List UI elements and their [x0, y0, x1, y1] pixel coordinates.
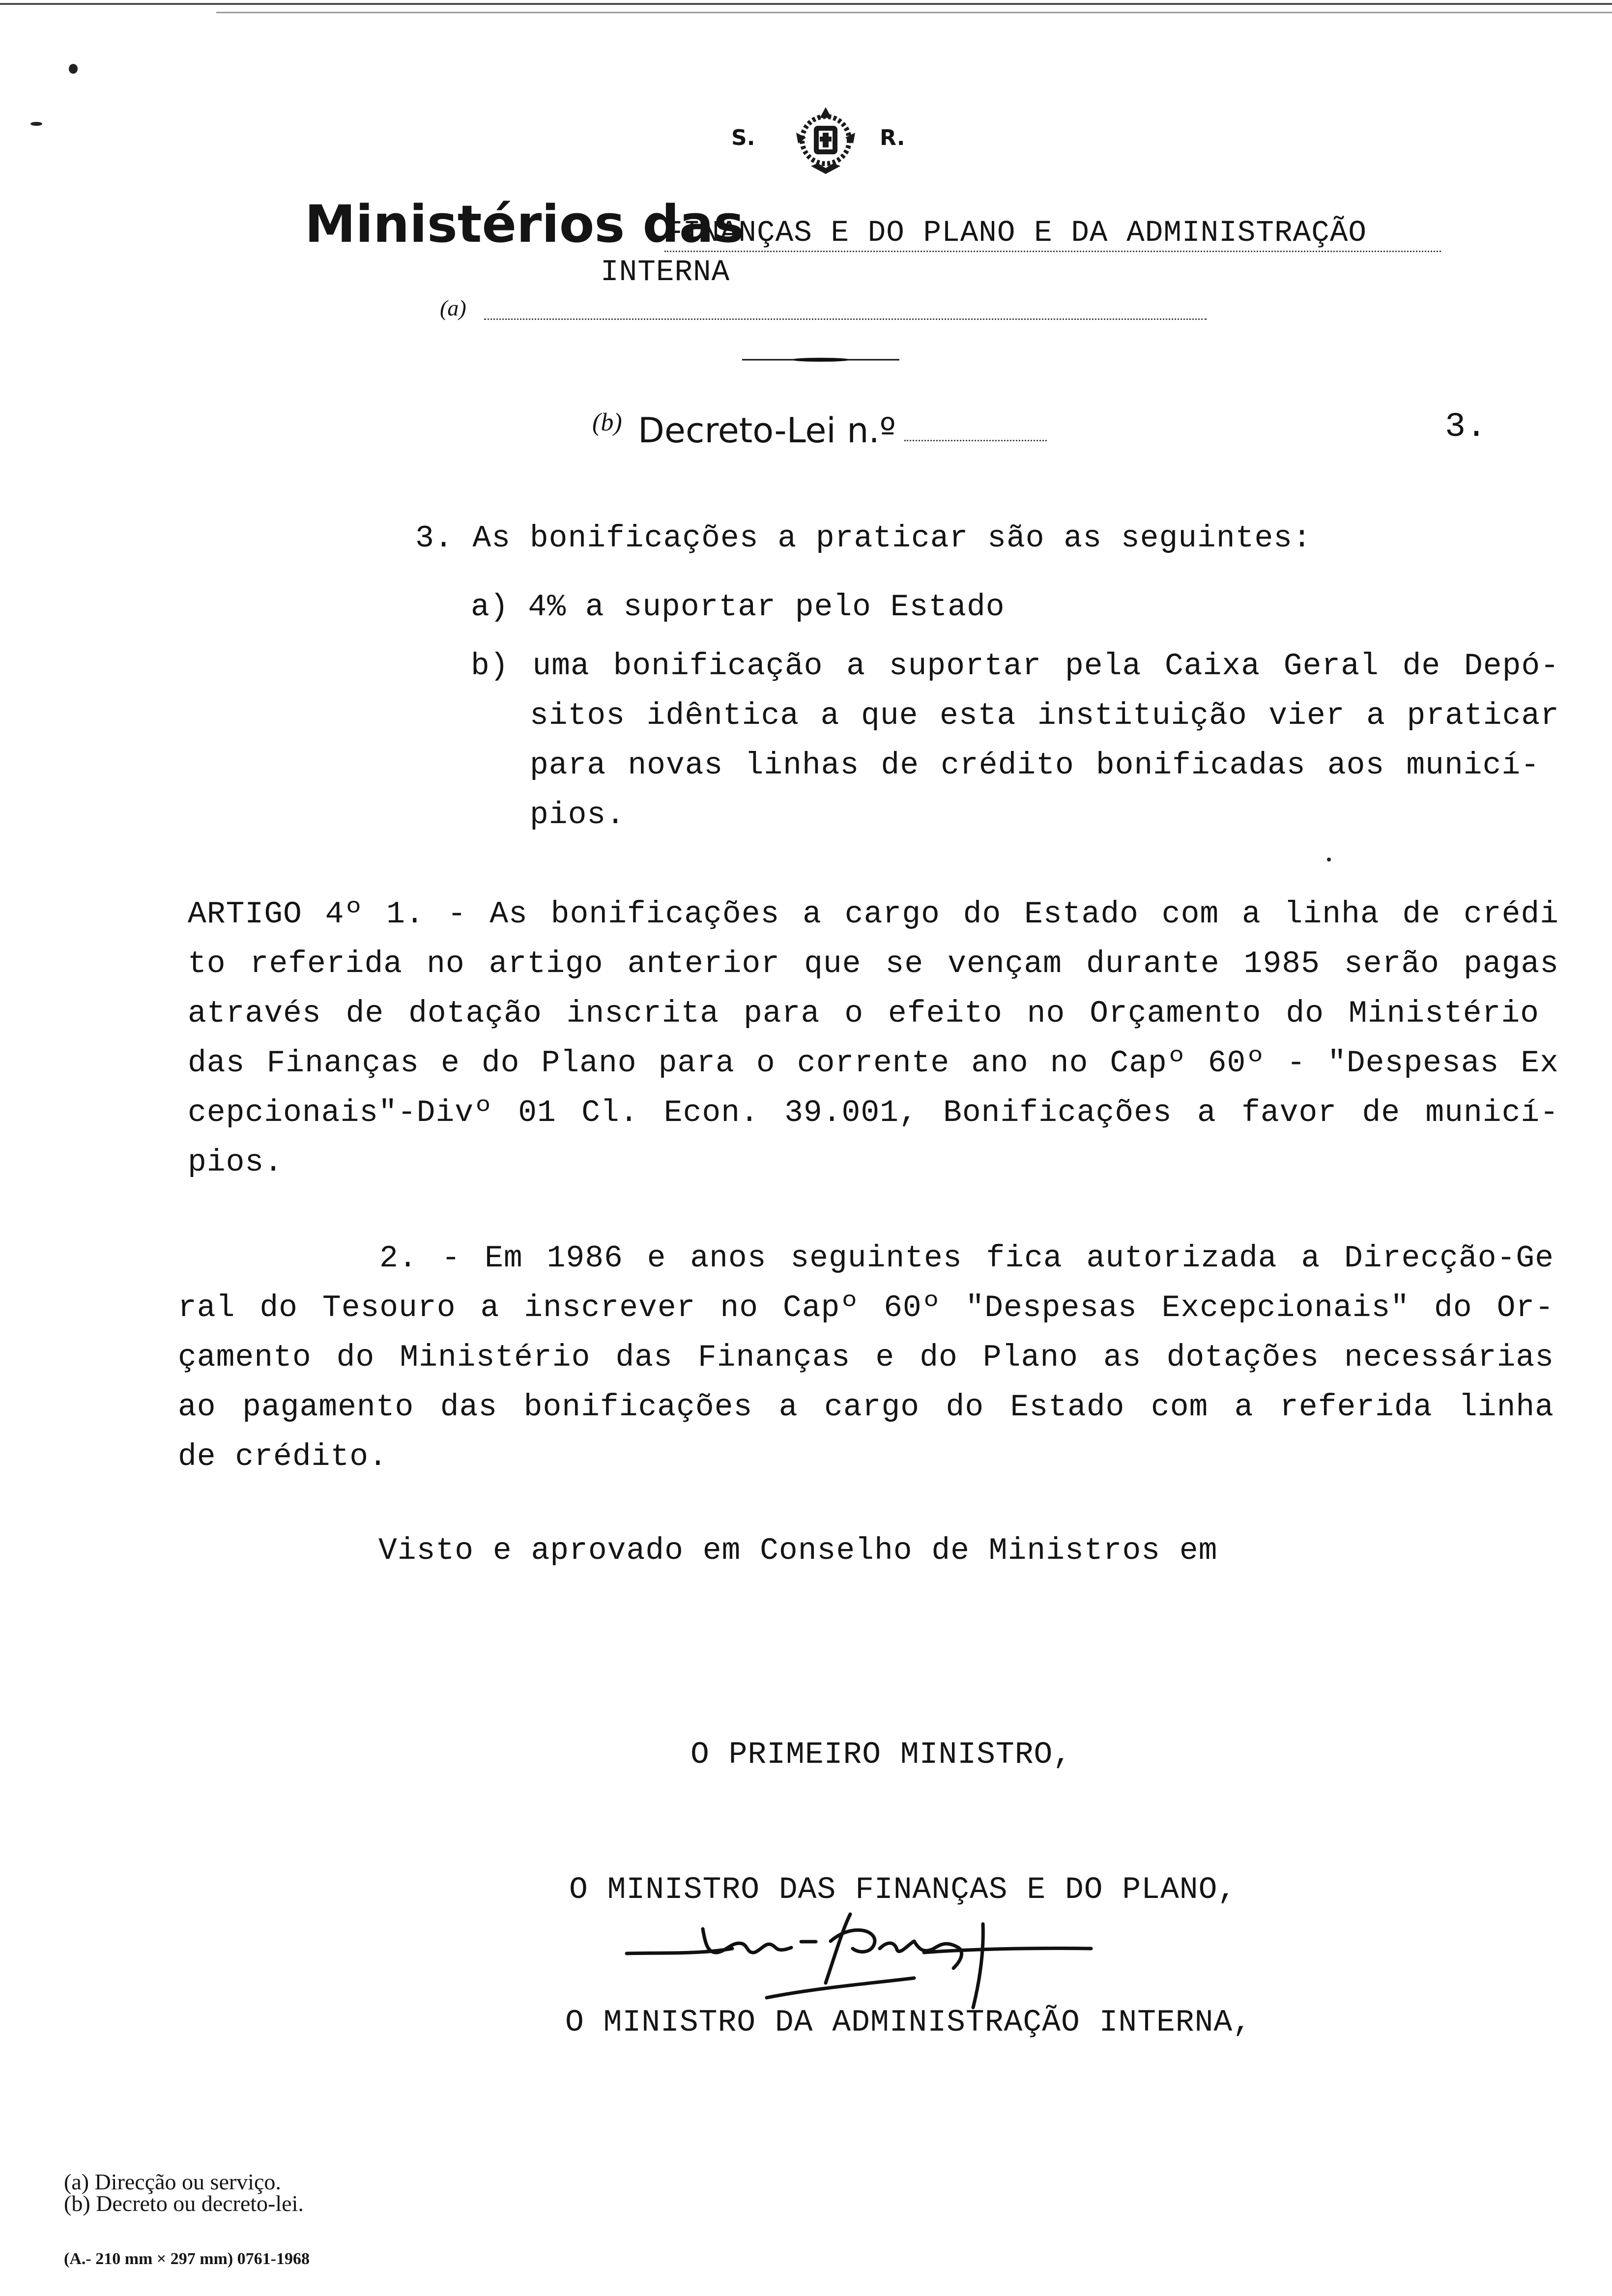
artigo4-p1-line: pios. [188, 1145, 284, 1180]
artigo4-p1-line: através de dotação inscrita para o efeito no Orçamento do Ministério [188, 996, 1539, 1031]
finance-minister-title: O MINISTRO DAS FINANÇAS E DO PLANO, [569, 1872, 1237, 1907]
direction-label: (a) [440, 295, 466, 320]
direction-blank-line [484, 318, 1207, 320]
artigo4-p1-line: cepcionais"-Divº 01 Cl. Econ. 39.001, Bonificações a favor de municí- [188, 1095, 1559, 1130]
decree-number-blank [904, 440, 1047, 441]
ministry-name-line2: INTERNA [601, 256, 730, 289]
scan-edge-line [216, 12, 1612, 13]
item-b-line: b) uma bonificação a suportar pela Caixa Geral de Depó- [471, 649, 1559, 684]
page-number: 3. [1445, 408, 1488, 447]
artigo4-p2-line: çamento do Ministério das Finanças e do Plano as dotações necessárias [178, 1340, 1554, 1375]
artigo4-p2-line: 2. - Em 1986 e anos seguintes fica autorizada a Direcção-Ge [379, 1241, 1554, 1276]
emblem-left-letter: S. [731, 125, 755, 150]
decree-type-label: (b) [592, 408, 622, 436]
artigo4-p2-line: ral do Tesouro a inscrever no Capº 60º "Despesas Excepcionais" do Or- [178, 1291, 1554, 1325]
ministry-name-line1: FINANÇAS E DO PLANO E DA ADMINISTRAÇÃO [664, 216, 1367, 250]
coat-of-arms-icon [786, 103, 865, 177]
artigo4-p2-line: ao pagamento das bonificações a cargo do Estado com a referida linha [178, 1390, 1554, 1425]
emblem-right-letter: R. [880, 125, 905, 150]
handwritten-signature [619, 1894, 1101, 2012]
artigo4-p2-line: de crédito. [178, 1439, 388, 1474]
artigo4-paragraph2 [178, 1234, 1559, 1482]
ministry-prefix: Ministérios das [305, 194, 745, 254]
interior-minister-title: O MINISTRO DA ADMINISTRAÇÃO INTERNA, [565, 2005, 1252, 2040]
section3-item-b [471, 641, 1577, 840]
scan-speck [30, 122, 42, 126]
scan-speck [69, 64, 78, 74]
item-b-line: pios. [530, 798, 626, 832]
scan-speck [1327, 858, 1331, 861]
artigo4-p1-line: ARTIGO 4º 1. - As bonificações a cargo do Estado com a linha de crédi [188, 897, 1559, 932]
decree-number-label: Decreto-Lei n.º [638, 410, 896, 451]
item-b-line: para novas linhas de crédito bonificadas aos municí- [530, 748, 1540, 783]
footnote-a: (a) Direcção ou serviço. [64, 2169, 281, 2194]
item-b-line: sitos idêntica a que esta instituição vier a praticar [530, 698, 1559, 733]
prime-minister-title: O PRIMEIRO MINISTRO, [691, 1737, 1072, 1772]
artigo4-p1-line: to referida no artigo anterior que se vençam durante 1985 serão pagas [188, 947, 1559, 981]
section3-item-a: a) 4% a suportar pelo Estado [471, 590, 1005, 625]
form-code: (A.- 210 mm × 297 mm) 0761-1968 [64, 2250, 310, 2268]
footnote-b: (b) Decreto ou decreto-lei. [64, 2191, 304, 2216]
ornamental-divider [742, 358, 899, 362]
artigo4-paragraph1 [188, 890, 1564, 1187]
approval-statement: Visto e aprovado em Conselho de Ministros em [378, 1533, 1218, 1568]
section3-intro: 3. As bonificações a praticar são as seguintes: [415, 521, 1312, 556]
scan-edge-line [0, 3, 1612, 5]
ministry-dotted-line [664, 251, 1441, 252]
artigo4-p1-line: das Finanças e do Plano para o corrente ano no Capº 60º - "Despesas Ex [188, 1046, 1559, 1081]
